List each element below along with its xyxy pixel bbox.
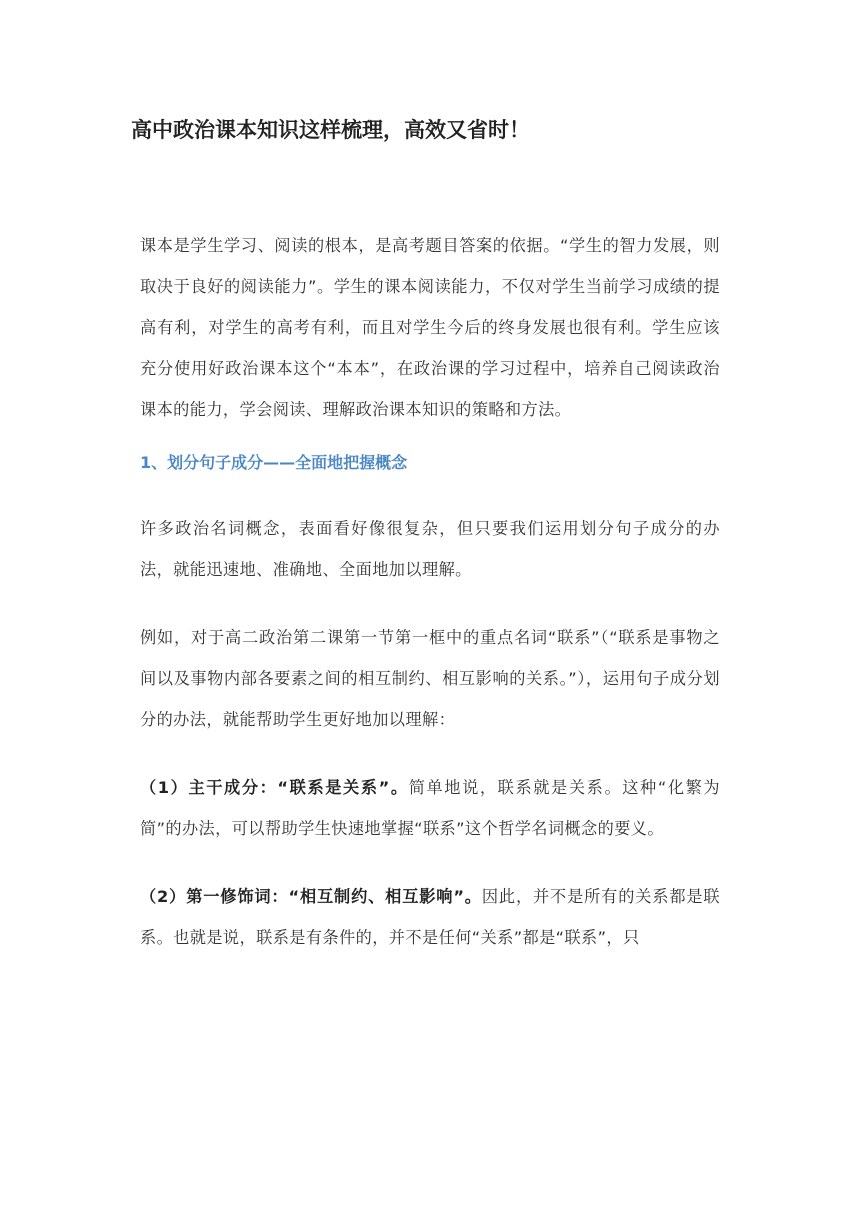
item-text-main-component: 简单地说，联系就是关系。这种“化繁为简”的办法，可以帮助学生快速地掌握“联系”这个哲学名词概念的要义。 (140, 778, 720, 838)
article-body (140, 225, 720, 958)
list-item-first-modifier (140, 876, 720, 958)
article-title: 高中政治课本知识这样梳理，高效又省时！ (131, 118, 530, 142)
item-label-first-modifier: （2）第一修饰词：“相互制约、相互影响”。 (140, 887, 482, 906)
item-label-main-component: （1）主干成分：“联系是关系”。 (140, 778, 409, 797)
list-item-main-component (140, 767, 720, 849)
section-heading: 1、划分句子成分——全面地把握概念 (140, 453, 408, 472)
intro-paragraph: 课本是学生学习、阅读的根本，是高考题目答案的依据。“学生的智力发展，则取决于良好的阅读能力”。学生的课本阅读能力，不仅对学生当前学习成绩的提高有利，对学生的高考有利，而且对学生今后的终身发展也很有利。学生应该充分使用好政治课本这个“本本”，在政治课的学习过程中，培养自己阅读政治课本的能力，学会阅读、理解政治课本知识的策略和方法。 (140, 236, 720, 419)
paragraph-concept: 许多政治名词概念，表面看好像很复杂，但只要我们运用划分句子成分的办法，就能迅速地、准确地、全面地加以理解。 (140, 519, 720, 579)
paragraph-example: 例如，对于高二政治第二课第一节第一框中的重点名词“联系”（“联系是事物之间以及事物内部各要素之间的相互制约、相互影响的关系。”），运用句子成分划分的办法，就能帮助学生更好地加以理解： (140, 628, 720, 729)
item-text-first-modifier: 因此，并不是所有的关系都是联系。也就是说，联系是有条件的，并不是任何“关系”都是“联系”，只 (140, 887, 720, 947)
